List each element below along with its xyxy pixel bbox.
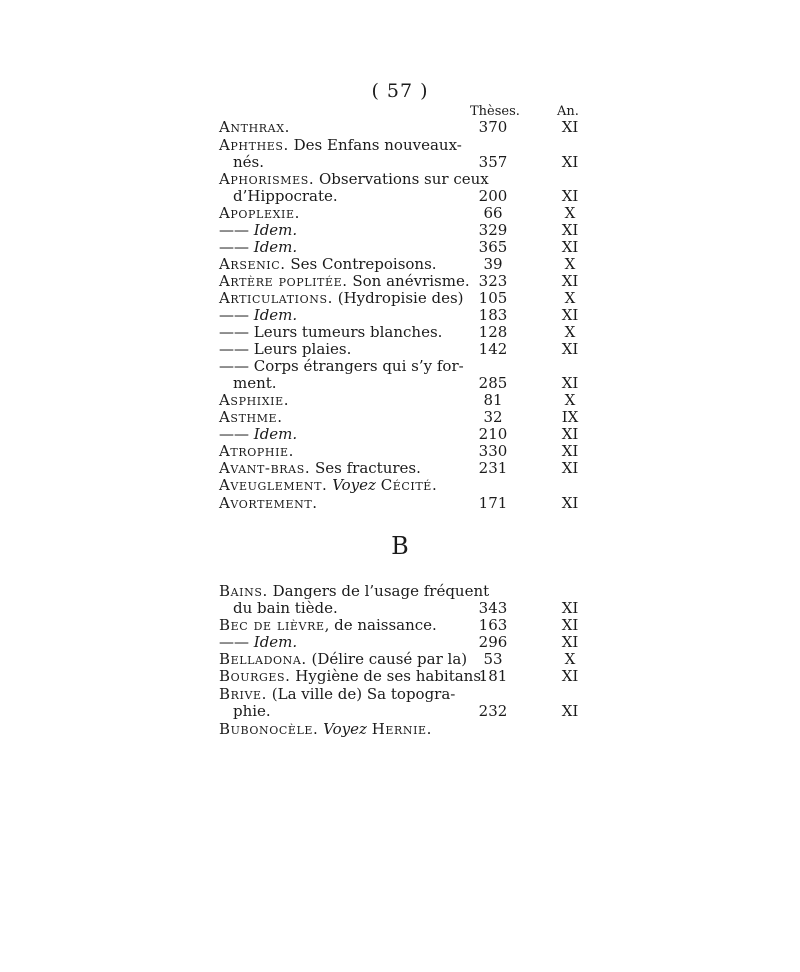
index-entry-apoplexie	[219, 204, 589, 222]
index-entry-bains-continued	[219, 599, 589, 617]
index-entry-idem	[219, 633, 589, 651]
entry-dash: ——	[219, 238, 254, 256]
entry-year: XI	[561, 272, 579, 290]
entry-dash: ——	[219, 357, 254, 375]
entry-description: nés.	[233, 153, 265, 171]
entry-year: XI	[561, 425, 579, 443]
index-entry-artere-poplitee	[219, 272, 589, 290]
entry-headword: Aveuglement.	[219, 476, 328, 494]
index-entry-bec-de-lievre	[219, 616, 589, 634]
entry-description: ment.	[233, 374, 277, 392]
page-number: ( 57 )	[371, 80, 429, 102]
entry-these-number: 39	[483, 255, 503, 273]
entry-description: du bain tiède.	[233, 599, 338, 617]
index-entry-belladona	[219, 650, 589, 668]
index-entry-idem	[219, 238, 589, 256]
entry-headword: Asphixie.	[219, 391, 290, 409]
entry-description: d’Hippocrate.	[233, 187, 338, 205]
entry-dash: ——	[219, 633, 254, 651]
entry-headword: Bains.	[219, 582, 268, 600]
entry-headword: Arsenic.	[219, 255, 286, 273]
entry-year: XI	[561, 340, 579, 358]
index-entry-idem	[219, 306, 589, 324]
entry-headword: Bourges.	[219, 667, 291, 685]
index-entry-arsenic	[219, 255, 589, 273]
entry-these-number: 53	[483, 650, 503, 668]
entry-year: XI	[561, 459, 579, 477]
entry-description: Observations sur ceux	[314, 170, 489, 188]
index-entry-plaies	[219, 340, 589, 358]
entry-year: XI	[561, 702, 579, 720]
index-entry-asphixie	[219, 391, 589, 409]
entry-these-number: 183	[478, 306, 508, 324]
entry-year: XI	[561, 442, 579, 460]
entry-year: XI	[561, 494, 579, 512]
entry-description: (Délire causé par la)	[306, 650, 468, 668]
entry-headword: Atrophie.	[219, 442, 295, 460]
index-entry-aphorismes-continued	[219, 187, 589, 205]
entry-these-number: 163	[478, 616, 508, 634]
entry-dash: ——	[219, 425, 254, 443]
entry-year: XI	[561, 306, 579, 324]
entry-these-number: 365	[478, 238, 508, 256]
entry-headword: Bec de lièvre	[219, 616, 325, 634]
entry-headword: Aphthes.	[219, 136, 289, 154]
entry-headword: Bubonocèle.	[219, 720, 319, 738]
index-entry-aphthes-continued	[219, 153, 589, 171]
index-entry-idem	[219, 425, 589, 443]
index-entry-idem	[219, 221, 589, 239]
index-entry-asthme	[219, 408, 589, 426]
entry-description: phie.	[233, 702, 271, 720]
entry-headword: Articulations.	[219, 289, 333, 307]
index-entry-brive	[219, 685, 589, 703]
entry-description: Corps étrangers qui s’y for-	[253, 357, 464, 375]
entry-year: X	[564, 650, 576, 668]
entry-reference-target: Cécité.	[380, 476, 438, 494]
entry-these-number: 323	[478, 272, 508, 290]
entry-year: X	[564, 289, 576, 307]
entry-year: XI	[561, 221, 579, 239]
entry-description: Son anévrisme.	[347, 272, 470, 290]
entry-these-number: 142	[478, 340, 508, 358]
entry-description: Des Enfans nouveaux-	[288, 136, 462, 154]
entry-year: XI	[561, 616, 579, 634]
entry-description: Dangers de l’usage fréquent	[267, 582, 490, 600]
entry-these-number: 330	[478, 442, 508, 460]
entry-these-number: 128	[478, 323, 508, 341]
entry-these-number: 343	[478, 599, 508, 617]
entry-description: Leurs plaies.	[253, 340, 352, 358]
index-entry-aphthes	[219, 136, 589, 154]
entry-year: XI	[561, 153, 579, 171]
entry-headword: Belladona.	[219, 650, 307, 668]
entry-dash: ——	[219, 323, 254, 341]
entry-description: Idem.	[253, 425, 298, 443]
entry-these-number: 231	[478, 459, 508, 477]
index-entry-aphorismes	[219, 170, 589, 188]
index-entry-atrophie	[219, 442, 589, 460]
index-entry-anthrax	[219, 118, 589, 136]
index-entry-avortement	[219, 494, 589, 512]
entry-description: Idem.	[253, 238, 298, 256]
index-entry-corps-etrangers-continued	[219, 374, 589, 392]
column-header-an: An.	[557, 104, 579, 119]
entry-description: Ses Contrepoisons.	[285, 255, 437, 273]
entry-description: Leurs tumeurs blanches.	[253, 323, 443, 341]
entry-these-number: 200	[478, 187, 508, 205]
entry-these-number: 357	[478, 153, 508, 171]
index-entry-articulations	[219, 289, 589, 307]
entry-these-number: 296	[478, 633, 508, 651]
entry-description: Ses fractures.	[310, 459, 421, 477]
entry-year: XI	[561, 118, 579, 136]
entry-year: XI	[561, 599, 579, 617]
entry-these-number: 66	[483, 204, 503, 222]
entry-year: X	[564, 255, 576, 273]
entry-headword: Avortement.	[219, 494, 318, 512]
entry-description: Idem.	[253, 633, 298, 651]
entry-year: X	[564, 391, 576, 409]
entry-description: Idem.	[253, 221, 298, 239]
entry-these-number: 329	[478, 221, 508, 239]
entry-description: (Hydropisie des)	[332, 289, 464, 307]
entry-year: XI	[561, 238, 579, 256]
index-entry-tumeurs-blanches	[219, 323, 589, 341]
index-entry-bourges	[219, 667, 589, 685]
entry-description: Hygiène de ses habitans.	[290, 667, 486, 685]
index-entry-bains	[219, 582, 589, 600]
entry-these-number: 171	[478, 494, 508, 512]
entry-year: XI	[561, 633, 579, 651]
entry-headword: Brive.	[219, 685, 267, 703]
column-header-theses: Thèses.	[470, 104, 520, 119]
entry-description: , de naissance.	[324, 616, 437, 634]
entry-dash: ——	[219, 221, 254, 239]
entry-headword: Apoplexie.	[219, 204, 300, 222]
entry-these-number: 32	[483, 408, 503, 426]
entry-dash: ——	[219, 340, 254, 358]
entry-these-number: 81	[483, 391, 503, 409]
entry-these-number: 370	[478, 118, 508, 136]
entry-these-number: 210	[478, 425, 508, 443]
entry-year: X	[564, 323, 576, 341]
entry-reference-target: Hernie.	[371, 720, 433, 738]
entry-headword: Aphorismes.	[219, 170, 315, 188]
entry-year: XI	[561, 667, 579, 685]
entry-these-number: 181	[478, 667, 508, 685]
entry-cross-reference: Voyez	[318, 720, 372, 738]
index-entry-brive-continued	[219, 702, 589, 720]
entry-headword: Anthrax.	[219, 118, 291, 136]
index-entry-bubonocele	[219, 720, 589, 738]
entry-dash: ——	[219, 306, 254, 324]
entry-headword: Artère poplitée.	[219, 272, 348, 290]
entry-year: XI	[561, 374, 579, 392]
entry-year: XI	[561, 187, 579, 205]
index-entry-aveuglement	[219, 476, 589, 494]
index-entry-avant-bras	[219, 459, 589, 477]
entry-headword: Asthme.	[219, 408, 283, 426]
entry-cross-reference: Voyez	[327, 476, 381, 494]
entry-headword: Avant-bras.	[219, 459, 311, 477]
entry-these-number: 232	[478, 702, 508, 720]
entry-description: (La ville de) Sa topogra-	[267, 685, 456, 703]
entry-description: Idem.	[253, 306, 298, 324]
section-letter-b: B	[391, 532, 409, 560]
entry-year: X	[564, 204, 576, 222]
entry-these-number: 105	[478, 289, 508, 307]
entry-year: IX	[561, 408, 579, 426]
index-entry-corps-etrangers	[219, 357, 589, 375]
entry-these-number: 285	[478, 374, 508, 392]
